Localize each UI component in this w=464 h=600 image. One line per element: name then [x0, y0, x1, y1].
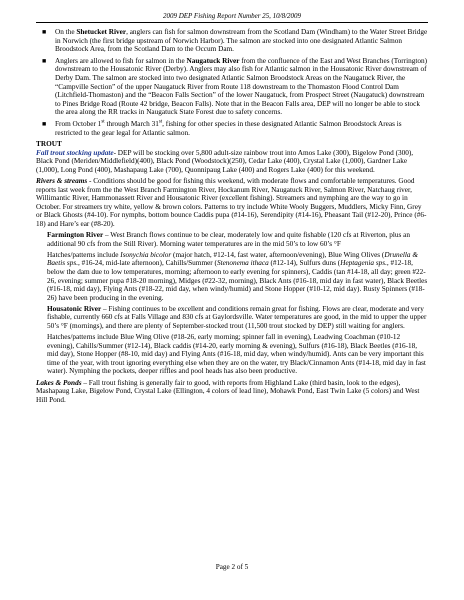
bullet-naugatuck: [36, 57, 428, 117]
page-footer: Page 2 of 5: [215, 563, 249, 571]
bullet-season-dates: [36, 120, 428, 137]
paragraph-text: – West Branch flows continue to be clear, moderately low and quite fishable (120 cfs at Riverton, plus an additional 90 cfs from the Still River). Morning water temperatures are in the mid 50’s to low 60’s °F: [47, 231, 411, 248]
salmon-bullet-list: [36, 28, 428, 137]
label-fall-stocking: Fall trout stocking update: [36, 148, 114, 157]
bullet-shetucket: [36, 28, 428, 54]
paragraph-text: , #16-24, mid-late afternoon), Cahills/Summer (: [78, 259, 217, 268]
paragraph-lakes-ponds: [36, 379, 428, 405]
paragraph-farmington: [36, 231, 428, 248]
bullet-text: , anglers can fish for salmon downstream from the Scotland Dam (Windham) to the Water Street Bridge in Norwich (the first bridge upstream of Norwich Harbor). The salmon are stocked into one designated Atlantic Salmon Broodstock Area, from the Scotland Dam to the Occum Dam.: [55, 28, 428, 54]
label-housatonic: Housatonic River: [47, 304, 102, 313]
paragraph-text: – Fall trout fishing is generally fair to good, with reports from Highland Lake (third basin, look to the edges), Mashapaug Lake, Bigelow Pond, Crystal Lake (Ellington, 4 colors of lead line), Mohawk Pond, East Twin Lake (5 colors) and West Hill Pond.: [36, 378, 420, 404]
label-rivers-streams: Rivers & streams: [36, 177, 88, 185]
species-name: Drunella & Baetis sps.: [47, 250, 418, 268]
paragraph-farmington-hatches: [36, 251, 428, 303]
species-name: Isonychia bicolor: [120, 250, 172, 259]
paragraph-housatonic: [36, 305, 428, 331]
section-heading-trout: TROUT: [36, 140, 62, 149]
paragraph-text: (major hatch, #12-14, fast water, afternoon/evening), Blue Wing Olives (: [171, 250, 385, 259]
bullet-icon: ■: [42, 28, 47, 36]
label-farmington: Farmington River: [47, 231, 104, 240]
label-lakes-ponds: Lakes & Ponds: [36, 378, 82, 387]
bullet-icon: ■: [42, 56, 47, 65]
species-name: Heptagenia sps.: [340, 259, 387, 268]
paragraph-text: Hatches/patterns include: [47, 250, 121, 259]
bullet-text: On the: [55, 28, 77, 36]
paragraph-fall-stocking: [36, 149, 428, 175]
paragraph-text: - Conditions should be good for fishing this weekend, with moderate flows and comfortable temperatures. Good reports last week from the the West Branch Farmington River, Hockanum River, Naugatuck River, Salmon River, Natchaug river, Willimantic River, Hammonassett River and Housatonic River (excellent fishing). Streamers and nymphing are the way to go in October. For streamers try white, yellow & brown colors. Patterns to try include White Wooly Buggers, Muddlers, Micky Finn, Grey or Black Ghosts (#4-10). For nymphs, bottom bounce Caddis pupa (#14-16), Serendipity (#14-16), Pheasant Tail (#12-20), Prince (#6-18) and Hare’s ear (#8-20).: [36, 177, 427, 228]
page-header: 2009 DEP Fishing Report Number 25, 10/8/2009: [162, 12, 302, 20]
paragraph-rivers-streams: [36, 177, 428, 229]
paragraph-text: (#12-14), Sulfurs duns (: [268, 259, 341, 268]
superscript: st: [158, 119, 163, 125]
species-name: Stenonema ithaca: [216, 259, 269, 268]
bullet-text: from the confluence of the East and West Branches (Torrington) downstream to the Housatonic River (Derby). Anglers may also fish for Atlantic salmon in the Housatonic River downstream of Derby Dam. The salmon are stocked into two designated Atlantic Salmon Broodstock Areas on the Naugatuck River, the “Campville Section” of the upper Naugatuck River from Route 118 downstream to the Thomaston Flood Control Dam (Litchfield-Thomaston) and the “Beacon Falls Section” of the lower Naugatuck, from Prospect Street (Naugatuck) downstream to Pines Bridge Road (Route 42 bridge, Beacon Falls). Note that in the Beacon Falls area, DEP will no longer be able to stock the area along the RR tracks in Naugatuck State Forest due to safety concerns.: [55, 56, 428, 117]
bullet-text: Anglers are allowed to fish for salmon in the: [55, 56, 187, 65]
bullet-icon: ■: [42, 119, 47, 128]
superscript: st: [101, 119, 105, 125]
paragraph-text: , #12-18, below the dam due to low temperatures, morning; afternoon to early evening for spinners), Caddis (tan #14-18, all day; green #22-26, evening; summer pupa #18-20 morning), Midges (#22-32, morning), Black Ants (#16-18, mid day in fast water), Black Beetles (#16-18, mid day), Flying Ants (#18-22, mid day, when windy/humid) and Stone Hopper (#10-12, mid day). Rusty Spinners (#18-26) have been producing in the evening.: [47, 259, 428, 302]
river-name-shetucket: Shetucket River: [76, 28, 127, 36]
paragraph-housatonic-hatches: Hatches/patterns include Blue Wing Olive (#18-26, early morning; spinner fall in evening), Leadwing Coachman (#10-12 evening), Cahills/Summer (#12-14), Black caddis (#14-20, early morning & evening), Sulfurs (#16-18), Black Beetles (#16-18, mid day), Stone Hopper (#8-10, mid day) and Flying Ants (#16-18, mid day, when windy/humid). Ants can be very important this time of the year, with trout ignoring everything else when they are on the water, try Black/Cinnamon Ants (#14-18, mid day in fast water). Nymphing the pockets, deeper riffles and pool heads has also been productive.: [47, 333, 426, 376]
paragraph-text: - DEP will be stocking over 5,800 adult-size rainbow trout into Amos Lake (300), Bigelow Pond (300), Black Pond (Meriden/Middlefield)(400), Black Pond (Woodstock)(250), Cedar Lake (400), Crystal Lake (1,000), Gardner Lake (1,000), Long Pond (400), Mashapaug Lake (700), Quonnipaug Lake (400) and Rogers Lake (400) for this weekend.: [36, 148, 414, 174]
header-rule: [36, 22, 428, 23]
river-name-naugatuck: Naugatuck River: [186, 56, 240, 65]
bullet-text: , fishing for other species in these designated Atlantic Salmon Broodstock Areas is restricted to the gear legal for Atlantic salmon.: [55, 119, 402, 137]
bullet-text: From October 1: [55, 119, 102, 128]
bullet-text: through March 31: [104, 119, 159, 128]
paragraph-text: – Fishing continues to be excellent and conditions remain great for fishing. Flows are clear, moderate and very fishable, currently 660 cfs at Falls Village and 830 cfs at Gaylordsville. Water temperatures are good, in the mid to upper the upper 50’s °F (mornings), and there are plenty of September-stocked trout (11,500 trout stocked by DEP) still waiting for anglers.: [47, 304, 427, 330]
